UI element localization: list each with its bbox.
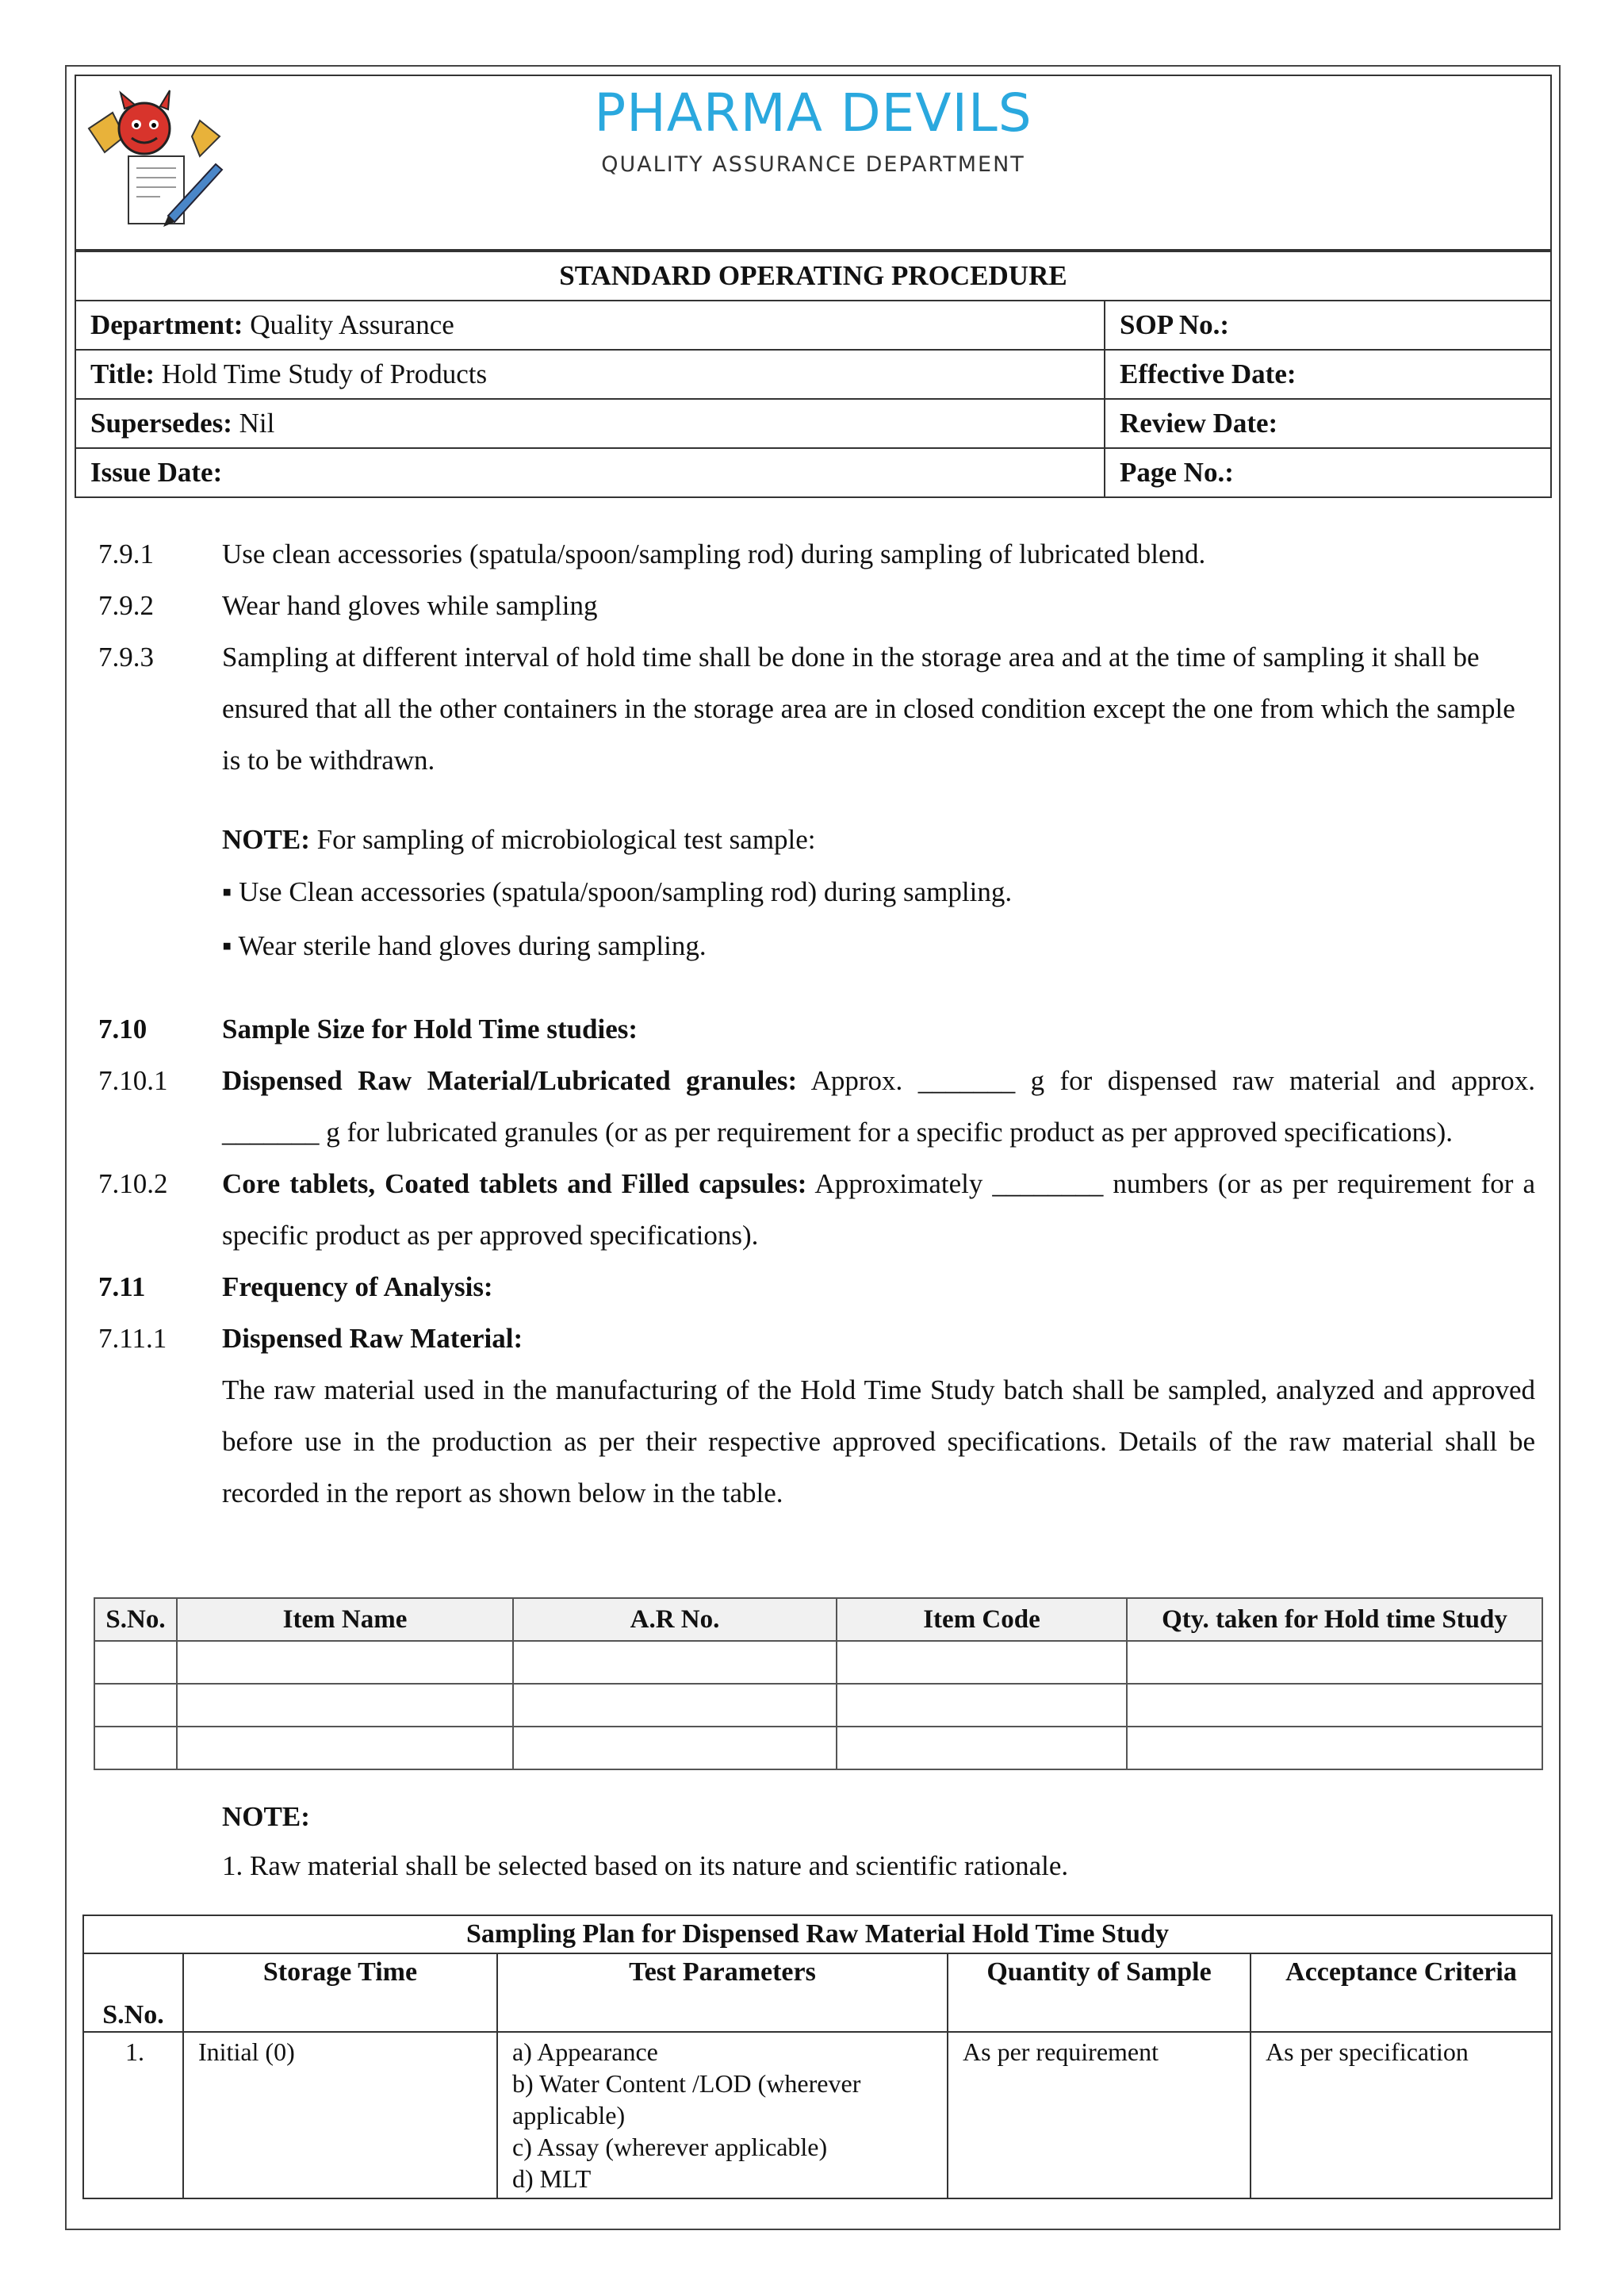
- plan-caption: Sampling Plan for Dispensed Raw Material Hold Time Study: [83, 1915, 1552, 1953]
- table-row: [94, 1641, 1542, 1684]
- section-7-11: 7.11 Frequency of Analysis:: [98, 1271, 493, 1302]
- issue-date-cell: Issue Date:: [75, 448, 1105, 497]
- brand-subtitle: QUALITY ASSURANCE DEPARTMENT: [601, 152, 1025, 177]
- col-qty: Qty. taken for Hold time Study: [1127, 1598, 1542, 1641]
- sampling-plan-table: [82, 1915, 1553, 2199]
- sop-header-table: [75, 251, 1552, 498]
- plan-col-quantity: Quantity of Sample: [948, 1953, 1251, 2032]
- plan-col-storage: Storage Time: [183, 1953, 497, 2032]
- section-7-9-3: 7.9.3 Sampling at different interval of hold time shall be done in the storage area and at the time of sampling it shall be ensured that all the other containers in the storage area are in closed condition except the one from which the sample is to be withdrawn.: [98, 642, 1515, 776]
- sop-no-cell: SOP No.:: [1105, 301, 1551, 350]
- table-row: [94, 1727, 1542, 1769]
- department-cell: Department: Quality Assurance: [75, 301, 1105, 350]
- section-7-9-1: 7.9.1 Use clean accessories (spatula/spoon/sampling rod) during sampling of lubricated blend.: [98, 539, 1206, 569]
- section-7-10-2: 7.10.2 Core tablets, Coated tablets and Filled capsules: Approximately ________ numbers (or as per requirement for a specific product as per approved specifications).: [98, 1168, 1536, 1251]
- title-cell: Title: Hold Time Study of Products: [75, 350, 1105, 399]
- sop-heading: STANDARD OPERATING PROCEDURE: [75, 251, 1551, 301]
- brand-title: PHARMA DEVILS: [594, 82, 1032, 144]
- letterhead: [75, 75, 1552, 251]
- section-7-10-1: 7.10.1 Dispensed Raw Material/Lubricated granules: Approx. _______ g for dispensed raw material and approx. _______ g for lubricated granules (or as per requirement for a specific product as per approved specifications).: [98, 1065, 1535, 1148]
- bullet-sterile-gloves: ▪ Wear sterile hand gloves during sampling.: [222, 930, 707, 961]
- col-sno: S.No.: [94, 1598, 177, 1641]
- page-no-cell: Page No.:: [1105, 448, 1551, 497]
- col-ar-no: A.R No.: [513, 1598, 837, 1641]
- note-raw-material: NOTE: 1. Raw material shall be selected based on its nature and scientific rationale.: [222, 1801, 1069, 1881]
- review-date-cell: Review Date:: [1105, 399, 1551, 448]
- raw-material-table: [94, 1597, 1543, 1770]
- section-7-11-1-text: The raw material used in the manufacturing of the Hold Time Study batch shall be sampled, analyzed and approved before use in the production as per their respective approved specifications. Details of the raw material shall be recorded in the report as shown below in the table.: [222, 1374, 1535, 1508]
- col-item-code: Item Code: [837, 1598, 1127, 1641]
- section-7-11-1: 7.11.1 Dispensed Raw Material:: [98, 1323, 523, 1354]
- plan-col-params: Test Parameters: [497, 1953, 948, 2032]
- bullet-clean-accessories: ▪ Use Clean accessories (spatula/spoon/sampling rod) during sampling.: [222, 876, 1013, 907]
- note-microbiological: NOTE: For sampling of microbiological test sample:: [222, 824, 816, 855]
- table-row: 1. Initial (0) a) Appearance b) Water Content /LOD (wherever applicable) c) Assay (wherever applicable) d) MLT As per requirement As per specification: [83, 2032, 1552, 2198]
- procedure-body: [98, 528, 1542, 1519]
- table-row: [94, 1684, 1542, 1727]
- col-item-name: Item Name: [177, 1598, 513, 1641]
- supersedes-cell: Supersedes: Nil: [75, 399, 1105, 448]
- plan-col-criteria: Acceptance Criteria: [1251, 1953, 1552, 2032]
- plan-col-sno: S.No.: [83, 1953, 183, 2032]
- section-7-10: 7.10 Sample Size for Hold Time studies:: [98, 1014, 638, 1045]
- effective-date-cell: Effective Date:: [1105, 350, 1551, 399]
- section-7-9-2: 7.9.2 Wear hand gloves while sampling: [98, 590, 598, 621]
